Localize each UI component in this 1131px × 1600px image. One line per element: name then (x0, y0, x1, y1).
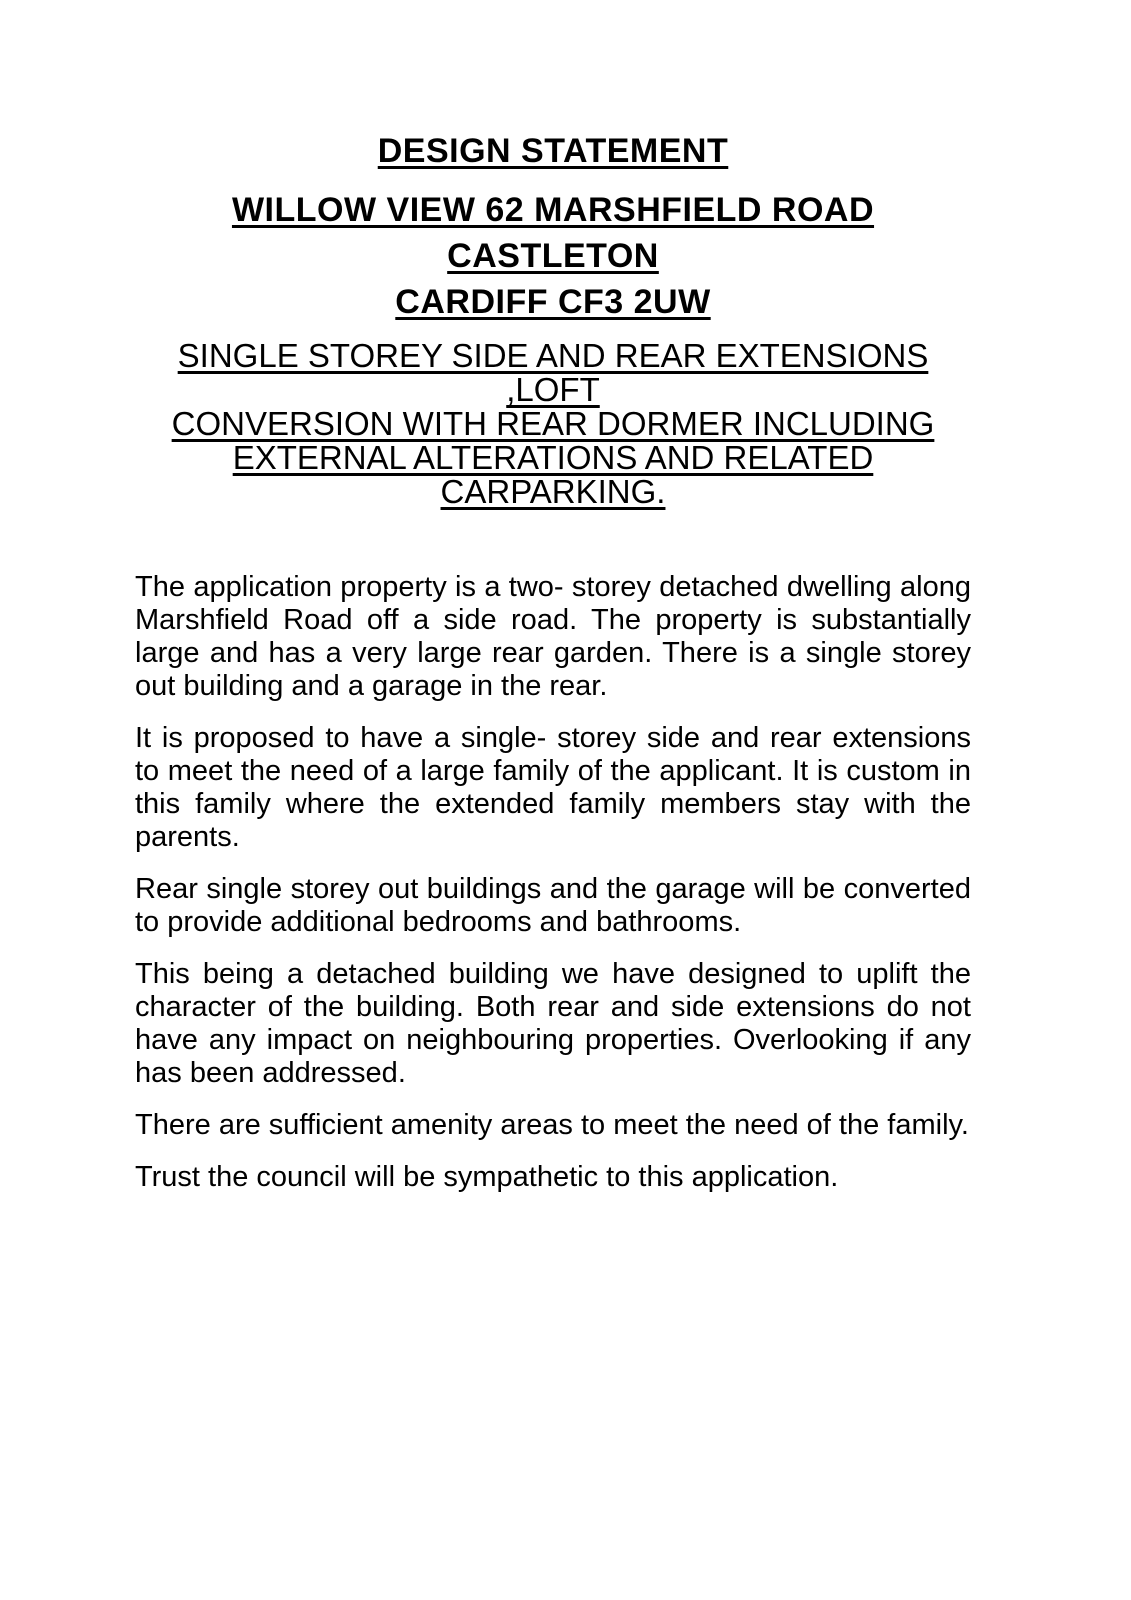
body-paragraph-4: This being a detached building we have designed to uplift the character of the building. Both rear and side extensions do not have any impact on neighbouring properties. Overlooking if any has been addressed. (135, 958, 971, 1089)
document-body (135, 571, 971, 1194)
document-title (135, 131, 971, 171)
subtitle-line-1: SINGLE STOREY SIDE AND REAR EXTENSIONS ,LOFT (177, 337, 929, 408)
document-content (135, 131, 971, 1194)
body-paragraph-6: Trust the council will be sympathetic to this application. (135, 1161, 839, 1193)
address-heading (135, 187, 971, 325)
body-paragraph-1: The application property is a two- storey detached dwelling along Marshfield Road off a side road. The property is substantially large and has a very large rear garden. There is a single storey out building and a garage in the rear. (135, 571, 971, 702)
address-heading-line-2: CARDIFF CF3 2UW (395, 283, 711, 321)
body-paragraph-3: Rear single storey out buildings and the garage will be converted to provide additional bedrooms and bathrooms. (135, 873, 971, 938)
address-heading-line-1: WILLOW VIEW 62 MARSHFIELD ROAD CASTLETON (231, 191, 875, 275)
document-title-text: DESIGN STATEMENT (377, 132, 729, 170)
body-paragraph-2: It is proposed to have a single- storey side and rear extensions to meet the need of a large family of the applicant. It is custom in this family where the extended family members stay with the parents. (135, 722, 971, 853)
subtitle-heading (135, 339, 971, 509)
subtitle-line-3: EXTERNAL ALTERATIONS AND RELATED CARPARKING. (232, 439, 874, 510)
body-paragraph-5: There are sufficient amenity areas to meet the need of the family. (135, 1109, 969, 1141)
subtitle-line-2: CONVERSION WITH REAR DORMER INCLUDING (171, 405, 935, 442)
